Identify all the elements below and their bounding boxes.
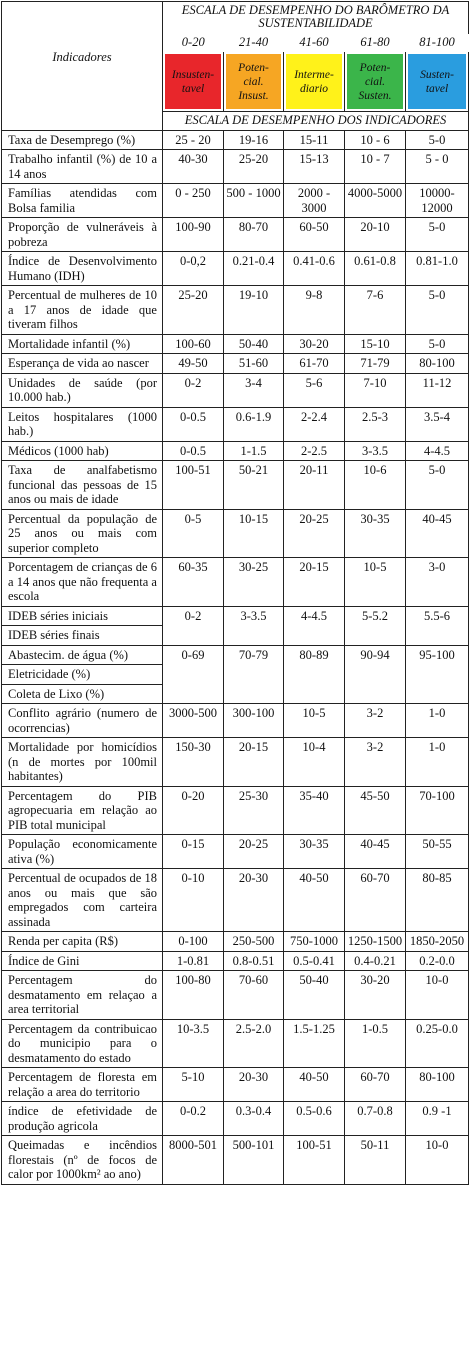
indicator-value: 70-100: [406, 786, 469, 835]
indicator-name: Eletricidade (%): [2, 665, 163, 685]
table-row: [2, 645, 469, 665]
indicator-value: 0-2: [163, 606, 224, 645]
indicator-value: 11-12: [406, 373, 469, 407]
indicator-value: 5-0: [406, 218, 469, 252]
indicator-value: 8000-501: [163, 1136, 224, 1185]
indicator-name: Taxa de Desemprego (%): [2, 130, 163, 150]
indicator-name: Percentagem de floresta em relação a area do territorio: [2, 1068, 163, 1102]
indicator-value: 35-40: [284, 786, 345, 835]
table-row: [2, 373, 469, 407]
indicator-value: 0-69: [163, 645, 224, 704]
indicator-value: 1-0: [406, 738, 469, 787]
indicator-value: 1-0.81: [163, 951, 224, 971]
indicator-value: 10000-12000: [406, 184, 469, 218]
table-row: [2, 971, 469, 1020]
scale-level-label: Susten-tavel: [408, 54, 466, 109]
table-row: [2, 606, 469, 626]
indicator-value: 9-8: [284, 286, 345, 335]
indicator-value: 25-20: [163, 286, 224, 335]
indicator-value: 100-51: [163, 461, 224, 510]
indicator-value: 80-100: [406, 1068, 469, 1102]
indicator-value: 7-10: [345, 373, 406, 407]
table-row: [2, 334, 469, 354]
indicator-value: 40-50: [284, 869, 345, 932]
table-row: [2, 461, 469, 510]
indicator-value: 80-70: [224, 218, 284, 252]
indicator-value: 0.61-0.8: [345, 252, 406, 286]
table-row: [2, 509, 469, 558]
scale-range-1: 21-40: [238, 35, 269, 49]
table-row: [2, 218, 469, 252]
indicator-value: 10-4: [284, 738, 345, 787]
indicator-name: Percentagem da contribuicao do municipio para o desmatamento do estado: [2, 1019, 163, 1068]
indicator-value: 3.5-4: [406, 407, 469, 441]
indicator-value: 100-60: [163, 334, 224, 354]
barometer-scale-title: ESCALA DE DESEMPENHO DO BARÔMETRO DA SUSTENTABILIDADE: [163, 2, 469, 35]
indicator-value: 10-5: [284, 704, 345, 738]
scale-level-label: Poten-cial. Susten.: [347, 54, 403, 109]
indicator-value: 0.5-0.41: [284, 951, 345, 971]
indicator-value: 0-15: [163, 835, 224, 869]
indicator-value: 50-55: [406, 835, 469, 869]
indicator-value: 5-10: [163, 1068, 224, 1102]
indicator-value: 300-100: [224, 704, 284, 738]
table-row: [2, 1136, 469, 1185]
indicator-name: Médicos (1000 hab): [2, 441, 163, 461]
table-row: [2, 441, 469, 461]
indicator-value: 1-0.5: [345, 1019, 406, 1068]
indicator-value: 1850-2050: [406, 932, 469, 952]
indicator-value: 30-35: [345, 509, 406, 558]
indicator-value: 0.8-0.51: [224, 951, 284, 971]
indicator-value: 0-2: [163, 373, 224, 407]
indicator-value: 15-10: [345, 334, 406, 354]
indicator-name: índice de efetividade de produção agricola: [2, 1102, 163, 1136]
indicator-value: 2-2.4: [284, 407, 345, 441]
indicator-value: 4-4.5: [406, 441, 469, 461]
indicator-name: Percentagem do PIB agropecuaria em relação ao PIB total municipal: [2, 786, 163, 835]
indicator-value: 20-15: [224, 738, 284, 787]
indicator-name: Taxa de analfabetismo funcional das pessoas de 15 anos ou mais de idade: [2, 461, 163, 510]
indicator-value: 25-20: [224, 150, 284, 184]
indicator-value: 60-50: [284, 218, 345, 252]
indicator-value: 0-5: [163, 509, 224, 558]
indicator-value: 45-50: [345, 786, 406, 835]
indicator-value: 100-90: [163, 218, 224, 252]
indicator-value: 500-101: [224, 1136, 284, 1185]
scale-level-1: [224, 52, 284, 112]
indicator-value: 1-1.5: [224, 441, 284, 461]
scale-range-4: 81-100: [419, 35, 455, 49]
indicator-name: Abastecim. de água (%): [2, 645, 163, 665]
indicator-name: Percentagem do desmatamento em relaçao a area territorial: [2, 971, 163, 1020]
indicator-name: IDEB séries iniciais: [2, 606, 163, 626]
indicator-name: Proporção de vulneráveis à pobreza: [2, 218, 163, 252]
scale-level-label: Insusten-tavel: [165, 54, 221, 109]
indicator-value: 20-10: [345, 218, 406, 252]
indicator-value: 0-0.2: [163, 1102, 224, 1136]
indicator-value: 4000-5000: [345, 184, 406, 218]
indicator-value: 250-500: [224, 932, 284, 952]
indicator-value: 3-3.5: [224, 606, 284, 645]
indicator-value: 90-94: [345, 645, 406, 704]
indicators-header-spacer: [2, 112, 163, 131]
indicator-value: 25 - 20: [163, 130, 224, 150]
indicator-name: Percentual de ocupados de 18 anos ou mais que são empregados com carteira assinada: [2, 869, 163, 932]
indicator-value: 40-30: [163, 150, 224, 184]
indicator-value: 7-6: [345, 286, 406, 335]
indicator-value: 2.5-2.0: [224, 1019, 284, 1068]
table-row: [2, 835, 469, 869]
indicator-value: 70-79: [224, 645, 284, 704]
indicator-value: 5-0: [406, 334, 469, 354]
indicator-value: 3-0: [406, 558, 469, 607]
indicator-value: 0.25-0.0: [406, 1019, 469, 1068]
table-row: [2, 354, 469, 374]
indicator-name: IDEB séries finais: [2, 626, 163, 646]
table-row: [2, 1019, 469, 1068]
indicator-value: 50-11: [345, 1136, 406, 1185]
indicator-value: 19-16: [224, 130, 284, 150]
indicator-name: Porcentagem de crianças de 6 a 14 anos que não frequenta a escola: [2, 558, 163, 607]
indicator-value: 20-30: [224, 869, 284, 932]
indicator-value: 20-15: [284, 558, 345, 607]
indicator-value: 0-10: [163, 869, 224, 932]
table-row: [2, 704, 469, 738]
indicator-name: Queimadas e incêndios florestais (nº de focos de calor por 1000km² ao ano): [2, 1136, 163, 1185]
indicator-value: 61-70: [284, 354, 345, 374]
scale-range-0: 0-20: [181, 35, 205, 49]
table-row: [2, 786, 469, 835]
indicator-value: 50-21: [224, 461, 284, 510]
indicator-value: 15-11: [284, 130, 345, 150]
indicator-value: 49-50: [163, 354, 224, 374]
indicator-value: 1250-1500: [345, 932, 406, 952]
table-row: [2, 932, 469, 952]
indicator-value: 60-70: [345, 869, 406, 932]
indicator-value: 2-2.5: [284, 441, 345, 461]
indicator-value: 5-0: [406, 130, 469, 150]
indicator-value: 5-6: [284, 373, 345, 407]
indicator-value: 50-40: [224, 334, 284, 354]
indicator-value: 1.5-1.25: [284, 1019, 345, 1068]
indicators-header: Indicadores: [2, 2, 163, 112]
indicator-value: 15-13: [284, 150, 345, 184]
indicator-value: 40-50: [284, 1068, 345, 1102]
indicator-name: Percentual de mulheres de 10 a 17 anos de idade que tiveram filhos: [2, 286, 163, 335]
indicator-value: 3-2: [345, 738, 406, 787]
indicator-value: 5-0: [406, 286, 469, 335]
indicator-value: 19-10: [224, 286, 284, 335]
indicator-value: 80-100: [406, 354, 469, 374]
indicator-value: 10 - 7: [345, 150, 406, 184]
indicator-value: 20-11: [284, 461, 345, 510]
indicator-value: 0 - 250: [163, 184, 224, 218]
indicator-value: 80-89: [284, 645, 345, 704]
indicator-value: 150-30: [163, 738, 224, 787]
indicator-value: 25-30: [224, 786, 284, 835]
indicator-value: 51-60: [224, 354, 284, 374]
table-row: [2, 869, 469, 932]
indicator-value: 100-51: [284, 1136, 345, 1185]
table-row: [2, 130, 469, 150]
indicator-value: 10-5: [345, 558, 406, 607]
indicator-value: 0.2-0.0: [406, 951, 469, 971]
scale-range-2: 41-60: [299, 35, 329, 49]
indicator-name: Conflito agrário (numero de ocorrencias): [2, 704, 163, 738]
indicator-value: 30-20: [345, 971, 406, 1020]
indicator-name: População economicamente ativa (%): [2, 835, 163, 869]
indicator-value: 10 - 6: [345, 130, 406, 150]
indicator-value: 2000 - 3000: [284, 184, 345, 218]
table-row: [2, 558, 469, 607]
indicator-value: 750-1000: [284, 932, 345, 952]
indicator-value: 20-25: [284, 509, 345, 558]
indicator-value: 100-80: [163, 971, 224, 1020]
indicator-value: 3-2: [345, 704, 406, 738]
indicator-value: 10-0: [406, 1136, 469, 1185]
indicator-value: 40-45: [406, 509, 469, 558]
indicator-value: 71-79: [345, 354, 406, 374]
scale-level-label: Interme-diario: [286, 54, 342, 109]
indicator-value: 40-45: [345, 835, 406, 869]
indicator-value: 95-100: [406, 645, 469, 704]
indicator-value: 4-4.5: [284, 606, 345, 645]
indicator-value: 5.5-6: [406, 606, 469, 645]
indicator-value: 60-70: [345, 1068, 406, 1102]
indicator-value: 0-0.5: [163, 441, 224, 461]
indicator-name: Esperança de vida ao nascer: [2, 354, 163, 374]
table-row: [2, 951, 469, 971]
scale-level-2: [284, 52, 345, 112]
indicator-name: Índice de Desenvolvimento Humano (IDH): [2, 252, 163, 286]
indicator-value: 30-35: [284, 835, 345, 869]
indicator-value: 10-6: [345, 461, 406, 510]
indicator-value: 0-0.5: [163, 407, 224, 441]
sustainability-barometer-table: [1, 1, 469, 1185]
table-row: [2, 1102, 469, 1136]
indicator-value: 0.4-0.21: [345, 951, 406, 971]
indicator-value: 0.9 -1: [406, 1102, 469, 1136]
table-row: [2, 1068, 469, 1102]
indicator-value: 0.5-0.6: [284, 1102, 345, 1136]
indicator-value: 0.41-0.6: [284, 252, 345, 286]
indicator-name: Mortalidade infantil (%): [2, 334, 163, 354]
indicator-value: 60-35: [163, 558, 224, 607]
indicator-value: 0-100: [163, 932, 224, 952]
indicator-value: 0.7-0.8: [345, 1102, 406, 1136]
indicator-value: 50-40: [284, 971, 345, 1020]
indicator-value: 0.81-1.0: [406, 252, 469, 286]
indicator-name: Trabalho infantil (%) de 10 a 14 anos: [2, 150, 163, 184]
indicator-value: 5 - 0: [406, 150, 469, 184]
indicator-value: 0.3-0.4: [224, 1102, 284, 1136]
indicator-value: 0-20: [163, 786, 224, 835]
indicator-scale-title: ESCALA DE DESEMPENHO DOS INDICADORES: [163, 112, 469, 131]
table-row: [2, 184, 469, 218]
indicator-value: 30-25: [224, 558, 284, 607]
indicator-value: 0.21-0.4: [224, 252, 284, 286]
scale-level-4: [406, 52, 469, 112]
indicator-name: Unidades de saúde (por 10.000 hab.): [2, 373, 163, 407]
indicator-value: 30-20: [284, 334, 345, 354]
indicator-value: 2.5-3: [345, 407, 406, 441]
scale-range-3: 61-80: [360, 35, 390, 49]
indicator-value: 500 - 1000: [224, 184, 284, 218]
indicator-name: Índice de Gini: [2, 951, 163, 971]
scale-level-3: [345, 52, 406, 112]
indicator-value: 0.6-1.9: [224, 407, 284, 441]
indicator-value: 10-15: [224, 509, 284, 558]
indicator-value: 3000-500: [163, 704, 224, 738]
indicator-value: 5-0: [406, 461, 469, 510]
table-row: [2, 738, 469, 787]
indicator-name: Percentual da população de 25 anos ou mais com superior completo: [2, 509, 163, 558]
scale-level-0: [163, 52, 224, 112]
indicator-value: 3-3.5: [345, 441, 406, 461]
table-row: [2, 150, 469, 184]
indicator-value: 80-85: [406, 869, 469, 932]
indicator-name: Renda per capita (R$): [2, 932, 163, 952]
indicator-value: 10-0: [406, 971, 469, 1020]
indicator-value: 70-60: [224, 971, 284, 1020]
indicator-value: 0-0,2: [163, 252, 224, 286]
indicator-name: Famílias atendidas com Bolsa familia: [2, 184, 163, 218]
indicator-name: Mortalidade por homicídios (n de mortes por 100mil habitantes): [2, 738, 163, 787]
indicator-value: 20-30: [224, 1068, 284, 1102]
indicator-value: 20-25: [224, 835, 284, 869]
table-row: [2, 286, 469, 335]
indicator-value: 5-5.2: [345, 606, 406, 645]
indicator-name: Coleta de Lixo (%): [2, 684, 163, 704]
indicator-name: Leitos hospitalares (1000 hab.): [2, 407, 163, 441]
indicator-value: 10-3.5: [163, 1019, 224, 1068]
table-row: [2, 407, 469, 441]
indicator-value: 1-0: [406, 704, 469, 738]
table-row: [2, 252, 469, 286]
scale-level-label: Poten-cial. Insust.: [226, 54, 281, 109]
indicator-value: 3-4: [224, 373, 284, 407]
